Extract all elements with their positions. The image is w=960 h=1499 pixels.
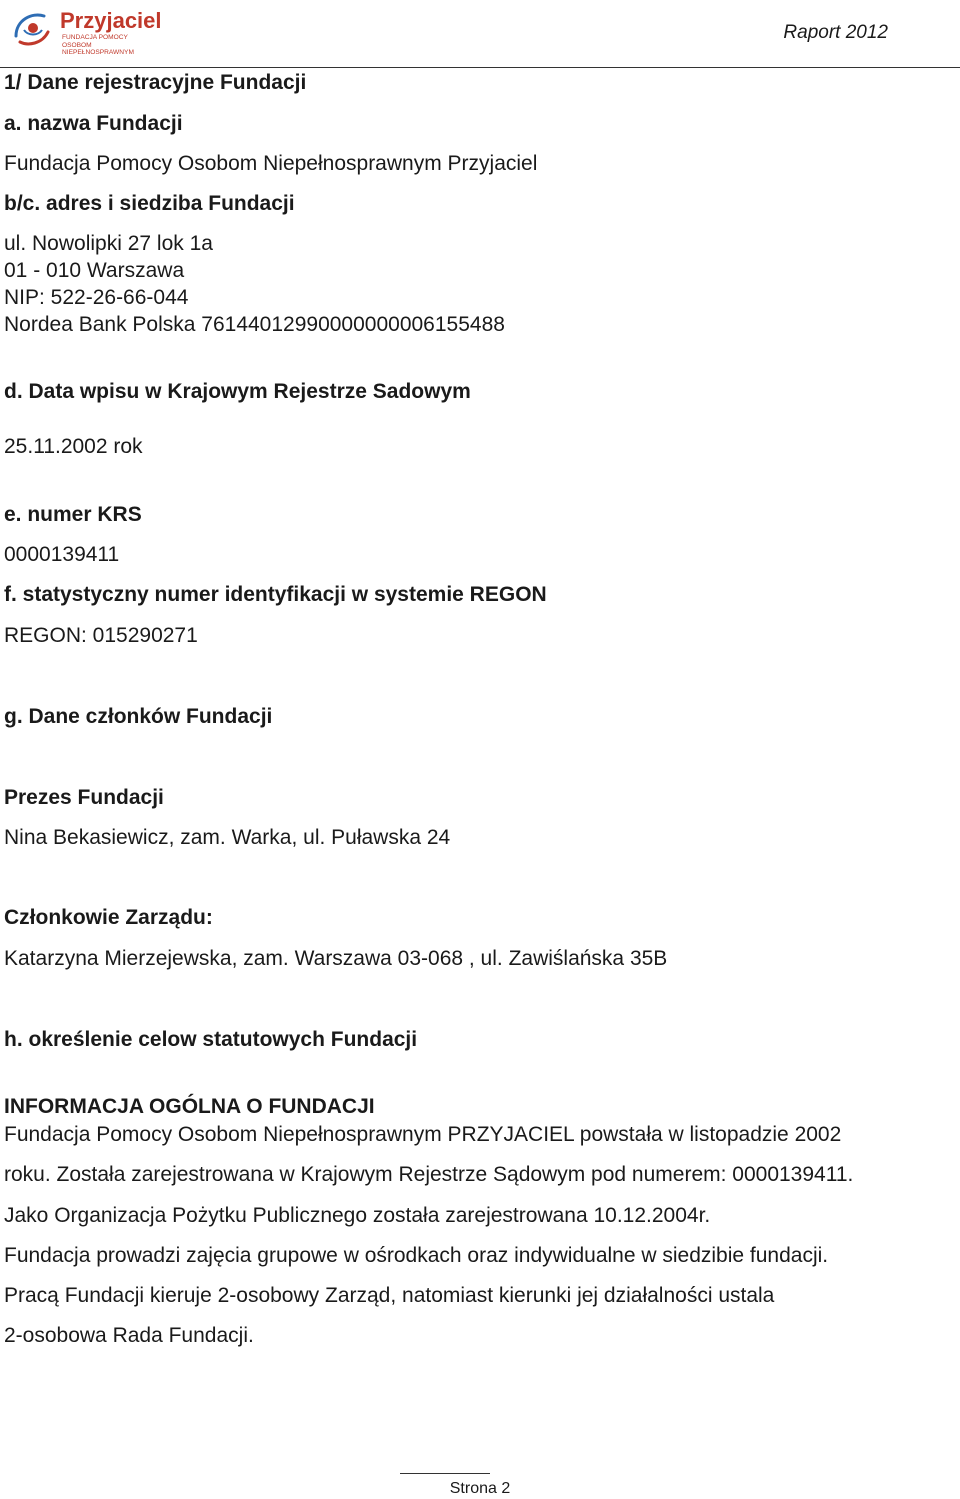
address-line: 01 - 010 Warszawa (4, 259, 185, 282)
info-line: Fundacja prowadzi zajęcia grupowe w ośrodkach oraz indywidualne w siedzibie fundacji. (4, 1244, 829, 1267)
info-line: roku. Została zarejestrowana w Krajowym Rejestrze Sądowym pod numerem: 0000139411. (4, 1163, 854, 1186)
members-heading: g. Dane członków Fundacji (4, 705, 273, 728)
address-line: ul. Nowolipki 27 lok 1a (4, 232, 213, 255)
krs-number: 0000139411 (4, 543, 120, 566)
info-line: Fundacja Pomocy Osobom Niepełnosprawnym PRZYJACIEL powstała w listopadzie 2002 (4, 1123, 842, 1146)
foundation-logo (10, 4, 160, 54)
info-line: Jako Organizacja Pożytku Publicznego została zarejestrowana 10.12.2004r. (4, 1204, 711, 1227)
president-details: Nina Bekasiewicz, zam. Warka, ul. Puławska 24 (4, 826, 451, 849)
regon-number: REGON: 015290271 (4, 624, 198, 647)
logo-subtitle-line2: OSOBOM NIEPEŁNOSPRAWNYM (62, 41, 134, 56)
logo-name: Przyjaciel (60, 8, 162, 33)
address-line: Nordea Bank Polska 76144012990000000006155488 (4, 313, 505, 336)
logo-emblem-icon (10, 6, 56, 52)
page-number: Strona 2 (449, 1480, 511, 1497)
logo-subtitle (62, 34, 162, 57)
krs-heading: e. numer KRS (4, 503, 142, 526)
header-divider (0, 67, 960, 68)
address-heading: b/c. adres i siedziba Fundacji (4, 192, 295, 215)
logo-subtitle-line1: FUNDACJA POMOCY (62, 34, 128, 41)
report-label: Raport 2012 (783, 22, 888, 43)
board-details: Katarzyna Mierzejewska, zam. Warszawa 03-068 , ul. Zawiślańska 35B (4, 947, 668, 970)
section-title: 1/ Dane rejestracyjne Fundacji (4, 71, 307, 94)
president-heading: Prezes Fundacji (4, 786, 164, 809)
name-heading: a. nazwa Fundacji (4, 112, 183, 135)
address-line: NIP: 522-26-66-044 (4, 286, 189, 309)
statutory-goals-heading: h. określenie celow statutowych Fundacji (4, 1028, 418, 1051)
regon-heading: f. statystyczny numer identyfikacji w systemie REGON (4, 583, 547, 606)
info-line: 2-osobowa Rada Fundacji. (4, 1324, 254, 1347)
board-heading: Członkowie Zarządu: (4, 906, 213, 929)
page-header (0, 0, 960, 68)
footer-divider (400, 1473, 490, 1474)
info-line: Pracą Fundacji kieruje 2-osobowy Zarząd, natomiast kierunki jej działalności ustala (4, 1284, 775, 1307)
foundation-name: Fundacja Pomocy Osobom Niepełnosprawnym Przyjaciel (4, 152, 538, 175)
general-info-heading: INFORMACJA OGÓLNA O FUNDACJI (4, 1095, 375, 1118)
registration-date: 25.11.2002 rok (4, 435, 143, 458)
registration-date-heading: d. Data wpisu w Krajowym Rejestrze Sadowym (4, 380, 471, 403)
